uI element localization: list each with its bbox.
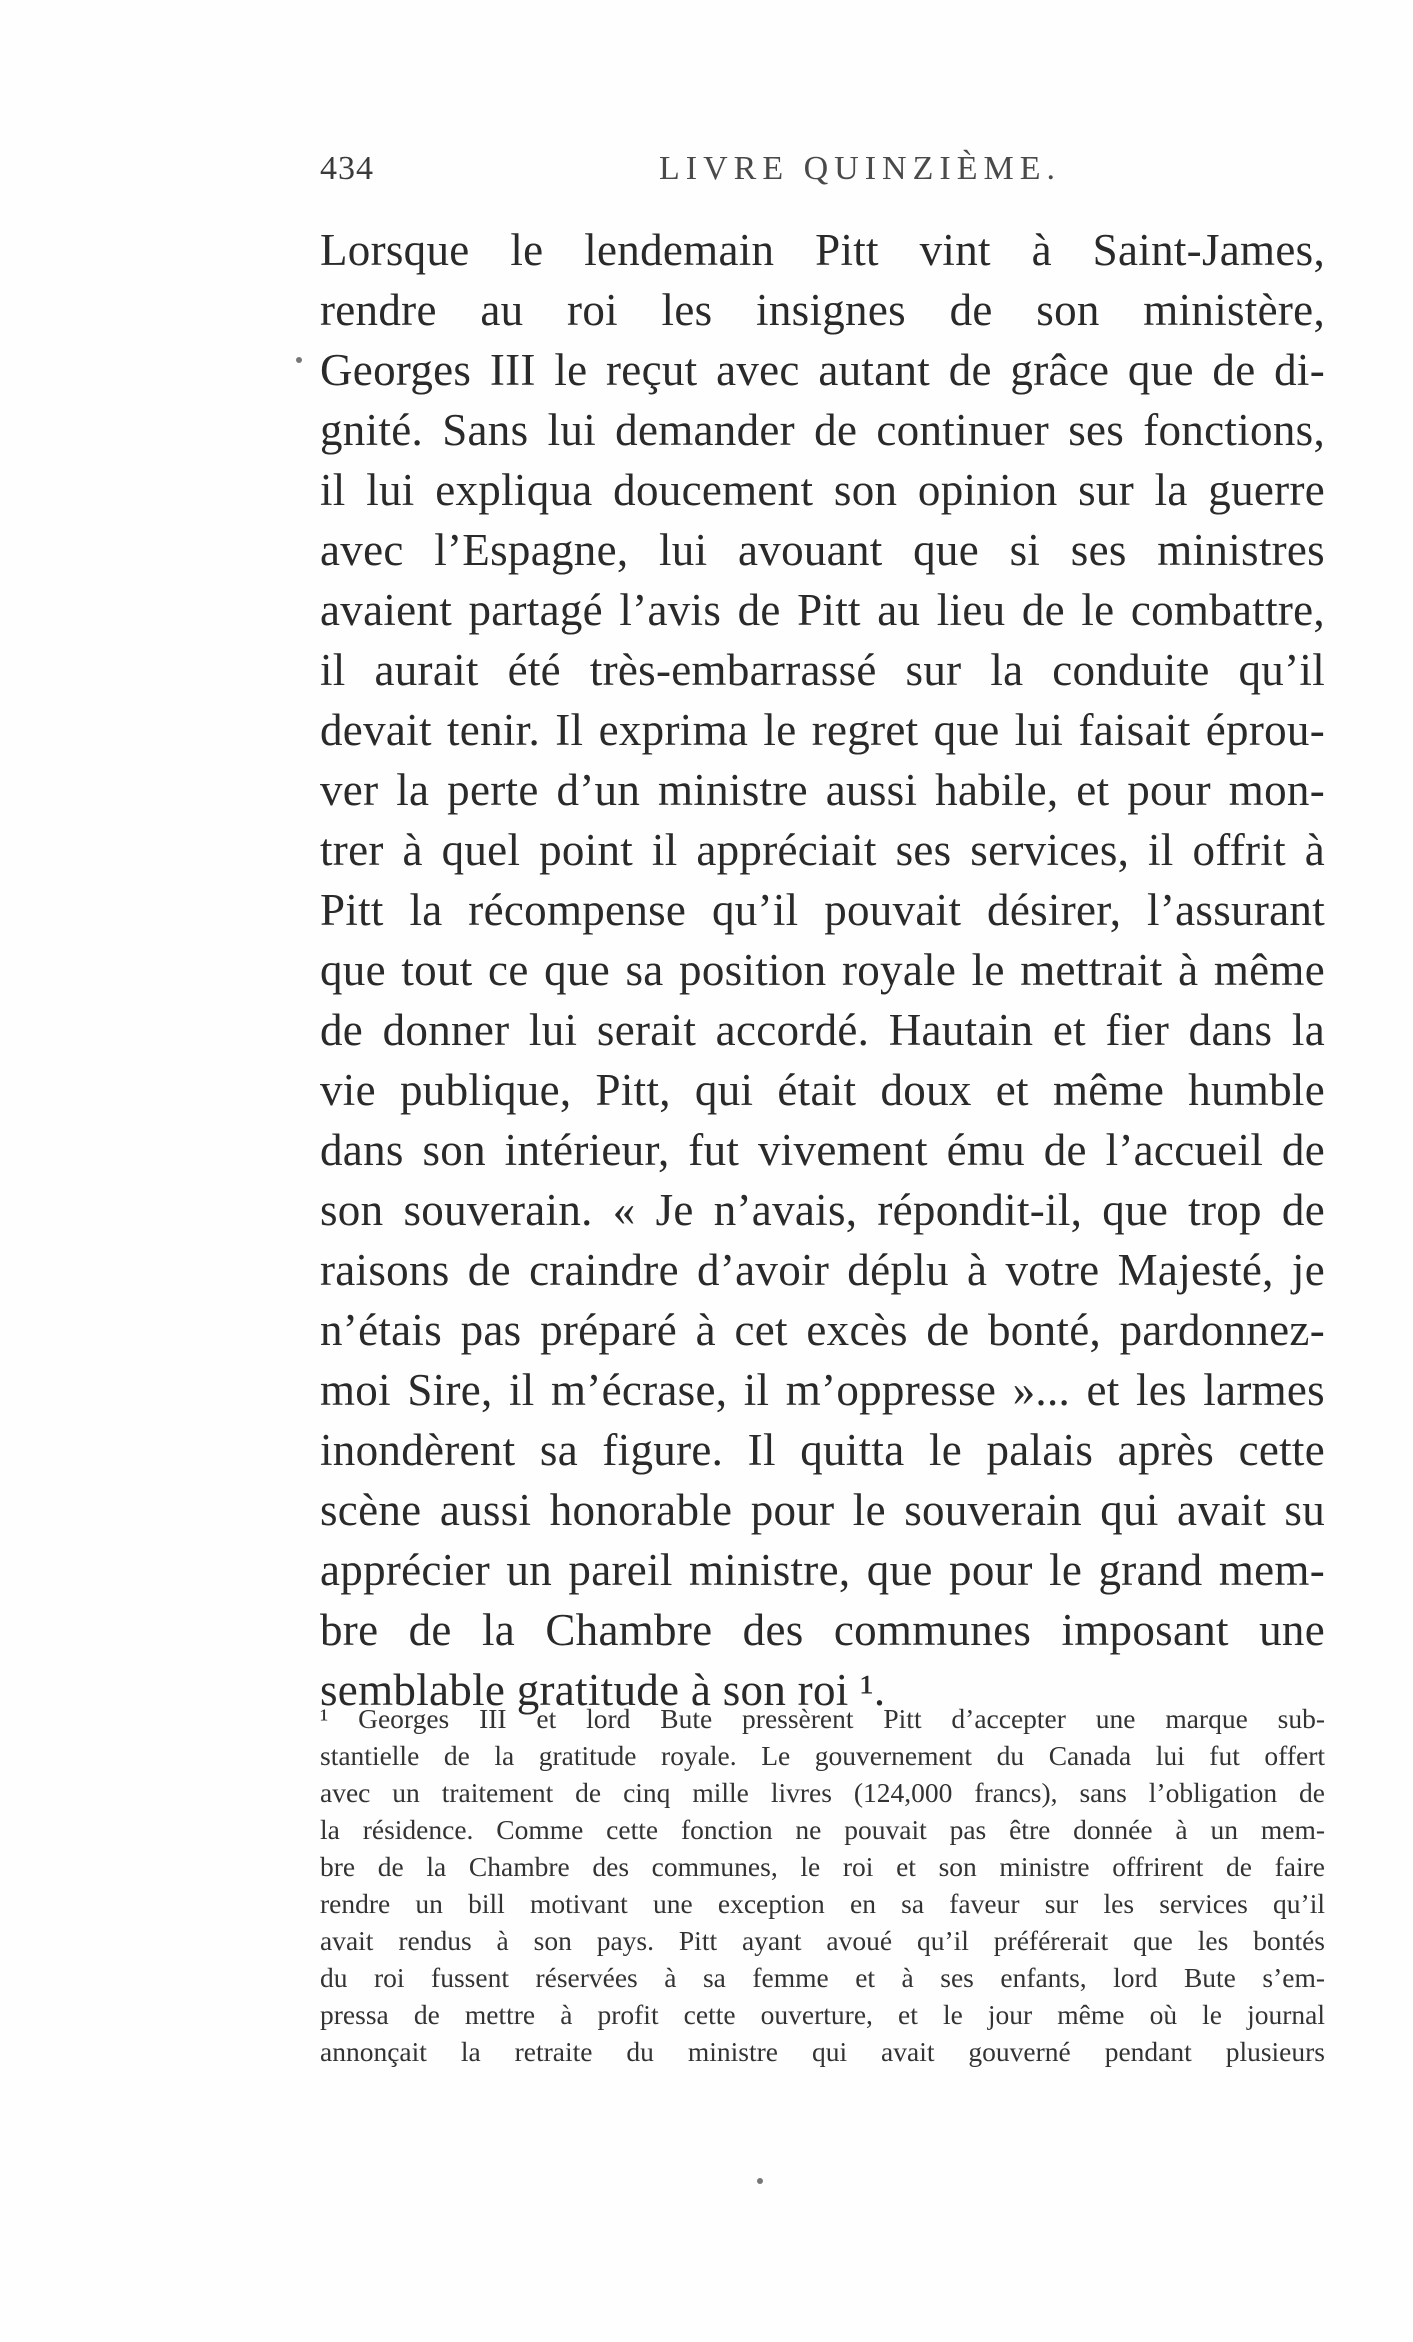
footnote-line: la résidence. Comme cette fonction ne pouvait pas être donnée à un mem- [320, 1814, 1325, 1845]
body-line: ver la perte d’un ministre aussi habile, et pour mon- [320, 765, 1325, 815]
page-number: 434 [320, 150, 374, 187]
body-line: raisons de craindre d’avoir déplu à votre Majesté, je [320, 1245, 1325, 1295]
body-line: vie publique, Pitt, qui était doux et même humble [320, 1065, 1325, 1115]
body-line: dans son intérieur, fut vivement ému de l’accueil de [320, 1125, 1325, 1175]
body-line: apprécier un pareil ministre, que pour le grand mem- [320, 1545, 1325, 1595]
body-line: il lui expliqua doucement son opinion sur la guerre [320, 465, 1325, 515]
body-line: il aurait été très-embarrassé sur la conduite qu’il [320, 645, 1325, 695]
body-line: Georges III le reçut avec autant de grâce que de di- [320, 345, 1325, 395]
footnote-line: ¹ Georges III et lord Bute pressèrent Pitt d’accepter une marque sub- [320, 1703, 1325, 1734]
footnote-line: avait rendus à son pays. Pitt ayant avoué qu’il préférerait que les bontés [320, 1925, 1325, 1956]
body-line: rendre au roi les insignes de son ministère, [320, 285, 1325, 335]
running-head [320, 150, 1325, 200]
footnote-line: du roi fussent réservées à sa femme et à ses enfants, lord Bute s’em- [320, 1962, 1325, 1993]
body-line: Pitt la récompense qu’il pouvait désirer, l’assurant [320, 885, 1325, 935]
body-line: trer à quel point il appréciait ses services, il offrit à [320, 825, 1325, 875]
body-line: avec l’Espagne, lui avouant que si ses ministres [320, 525, 1325, 575]
body-line: inondèrent sa figure. Il quitta le palais après cette [320, 1425, 1325, 1475]
footnote [320, 1700, 1325, 2070]
ink-speck [757, 2178, 763, 2184]
running-title: LIVRE QUINZIÈME. [659, 150, 1061, 187]
body-line: semblable gratitude à son roi ¹. [320, 1665, 886, 1715]
footnote-line: stantielle de la gratitude royale. Le gouvernement du Canada lui fut offert [320, 1740, 1325, 1771]
body-line: son souverain. « Je n’avais, répondit-il, que trop de [320, 1185, 1325, 1235]
body-line: n’étais pas préparé à cet excès de bonté, pardonnez- [320, 1305, 1325, 1355]
body-line: avaient partagé l’avis de Pitt au lieu de le combattre, [320, 585, 1325, 635]
body-line: gnité. Sans lui demander de continuer ses fonctions, [320, 405, 1325, 455]
footnote-line: pressa de mettre à profit cette ouverture, et le jour même où le journal [320, 1999, 1325, 2030]
body-line: de donner lui serait accordé. Hautain et fier dans la [320, 1005, 1325, 1055]
footnote-line: bre de la Chambre des communes, le roi et son ministre offrirent de faire [320, 1851, 1325, 1882]
footnote-line: rendre un bill motivant une exception en sa faveur sur les services qu’il [320, 1888, 1325, 1919]
footnote-line: avec un traitement de cinq mille livres (124,000 francs), sans l’obligation de [320, 1777, 1325, 1808]
body-line: devait tenir. Il exprima le regret que lui faisait éprou- [320, 705, 1325, 755]
body-paragraph [320, 220, 1325, 1720]
body-line: bre de la Chambre des communes imposant une [320, 1605, 1325, 1655]
body-line: Lorsque le lendemain Pitt vint à Saint-James, [320, 225, 1325, 275]
body-line: moi Sire, il m’écrase, il m’oppresse »... et les larmes [320, 1365, 1325, 1415]
footnote-line: annonçait la retraite du ministre qui avait gouverné pendant plusieurs [320, 2036, 1325, 2067]
body-line: scène aussi honorable pour le souverain qui avait su [320, 1485, 1325, 1535]
body-line: que tout ce que sa position royale le mettrait à même [320, 945, 1325, 995]
ink-speck [296, 357, 302, 363]
